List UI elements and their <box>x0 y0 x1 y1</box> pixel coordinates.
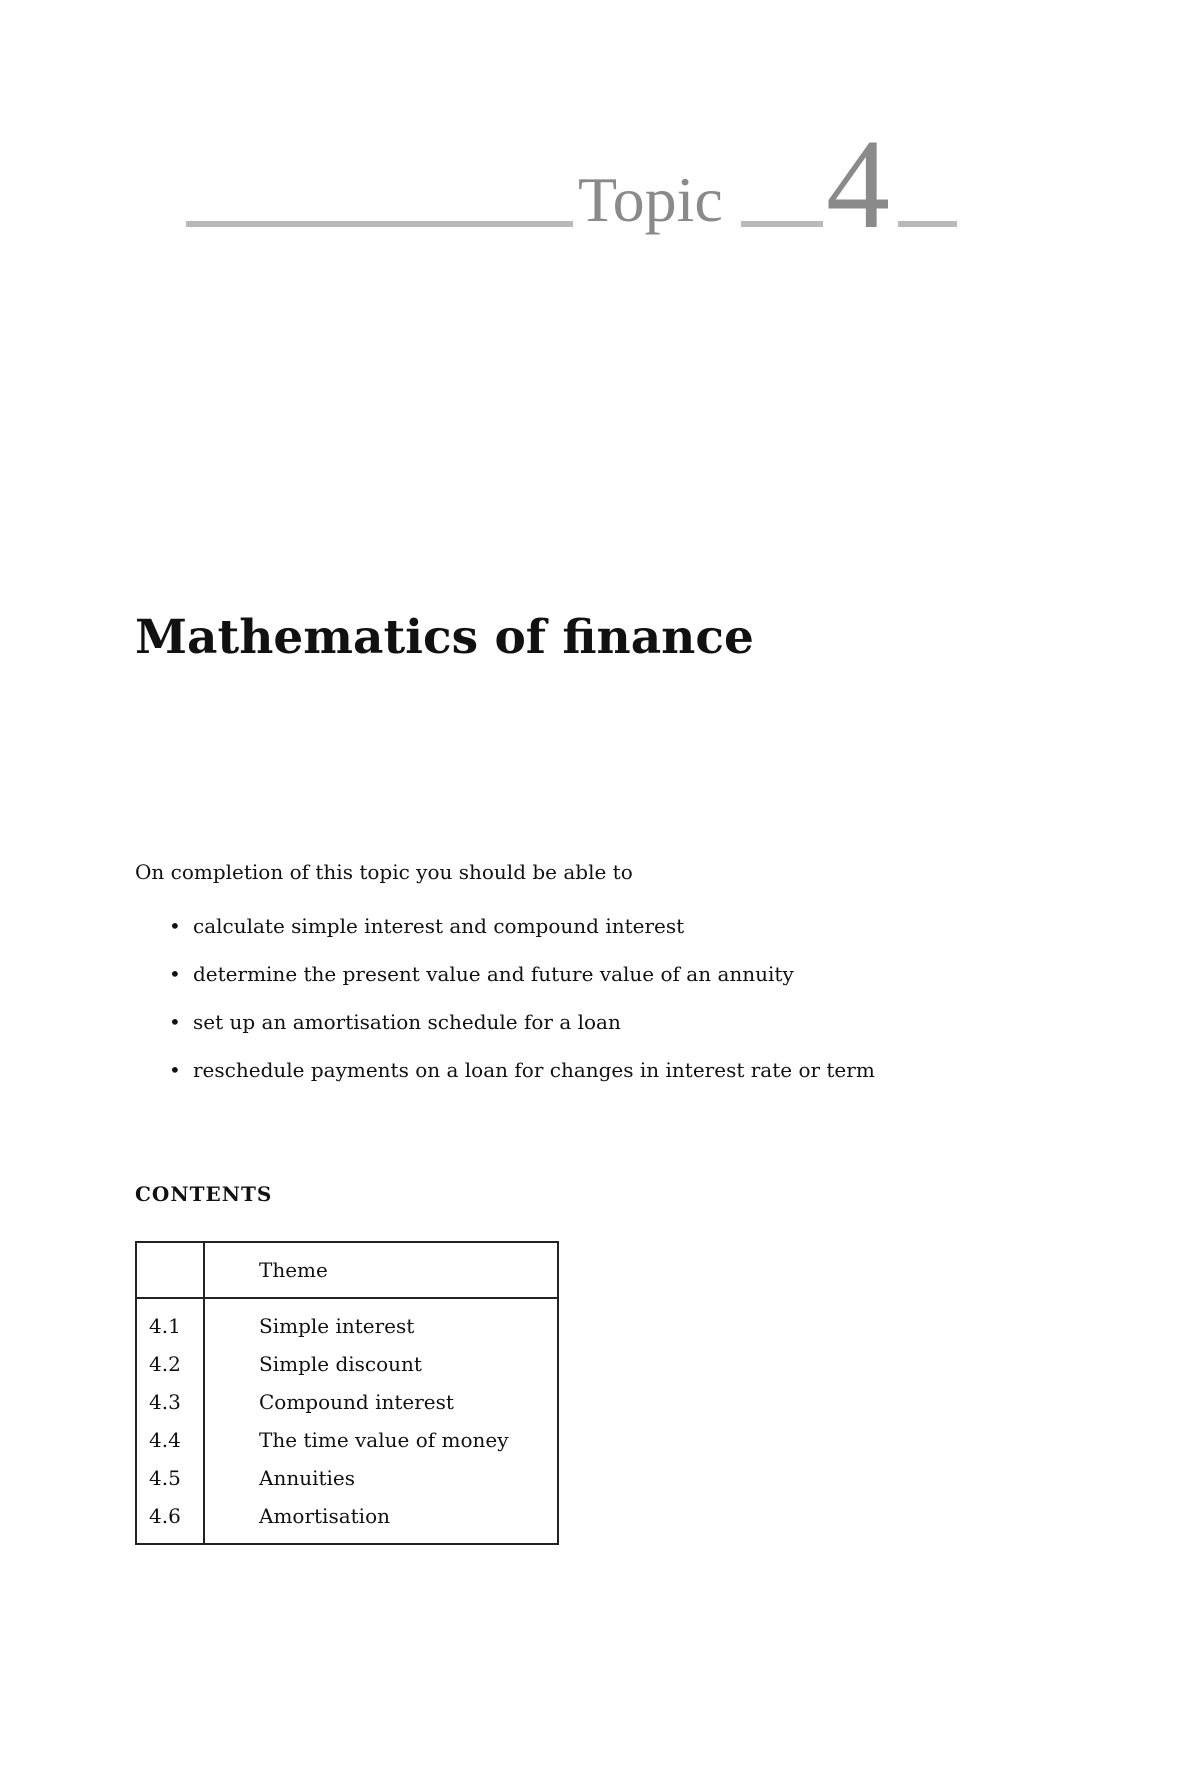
section-theme: Simple discount <box>259 1352 422 1376</box>
section-number: 4.2 <box>136 1345 204 1383</box>
objective-item <box>135 962 875 1010</box>
section-theme: The time value of money <box>259 1428 509 1452</box>
table-row <box>136 1298 558 1345</box>
contents-heading: CONTENTS <box>135 1182 273 1206</box>
number-column-header <box>136 1242 204 1298</box>
header-rule-middle <box>741 221 823 227</box>
objective-text: calculate simple interest and compound interest <box>193 914 685 938</box>
table-row <box>136 1497 558 1544</box>
contents-header-row <box>136 1242 558 1298</box>
section-number: 4.1 <box>136 1298 204 1345</box>
section-number: 4.5 <box>136 1459 204 1497</box>
theme-column-header: Theme <box>204 1242 558 1298</box>
section-number: 4.6 <box>136 1497 204 1544</box>
section-theme: Amortisation <box>259 1504 390 1528</box>
table-row <box>136 1459 558 1497</box>
section-theme: Annuities <box>259 1466 356 1490</box>
bullet-icon: • <box>169 914 181 938</box>
topic-word: Topic <box>578 164 723 235</box>
objective-text: set up an amortisation schedule for a loan <box>193 1010 621 1034</box>
contents-table <box>135 1241 559 1545</box>
section-number: 4.3 <box>136 1383 204 1421</box>
header-rule-right <box>898 221 957 227</box>
section-number: 4.4 <box>136 1421 204 1459</box>
bullet-icon: • <box>169 962 181 986</box>
header-rule-left <box>186 221 573 227</box>
topic-header <box>186 113 957 255</box>
bullet-icon: • <box>169 1058 181 1082</box>
topic-number: 4 <box>826 113 890 255</box>
objective-item <box>135 1010 875 1058</box>
intro-text: On completion of this topic you should be able to <box>135 860 633 884</box>
objective-item <box>135 1058 875 1106</box>
table-row <box>136 1421 558 1459</box>
chapter-title: Mathematics of finance <box>135 610 754 665</box>
objective-text: reschedule payments on a loan for changes in interest rate or term <box>193 1058 875 1082</box>
section-theme: Compound interest <box>259 1390 454 1414</box>
table-row <box>136 1383 558 1421</box>
objective-item <box>135 914 875 962</box>
objective-text: determine the present value and future value of an annuity <box>193 962 794 986</box>
bullet-icon: • <box>169 1010 181 1034</box>
section-theme: Simple interest <box>259 1314 415 1338</box>
objectives-list <box>135 914 875 1106</box>
table-row <box>136 1345 558 1383</box>
